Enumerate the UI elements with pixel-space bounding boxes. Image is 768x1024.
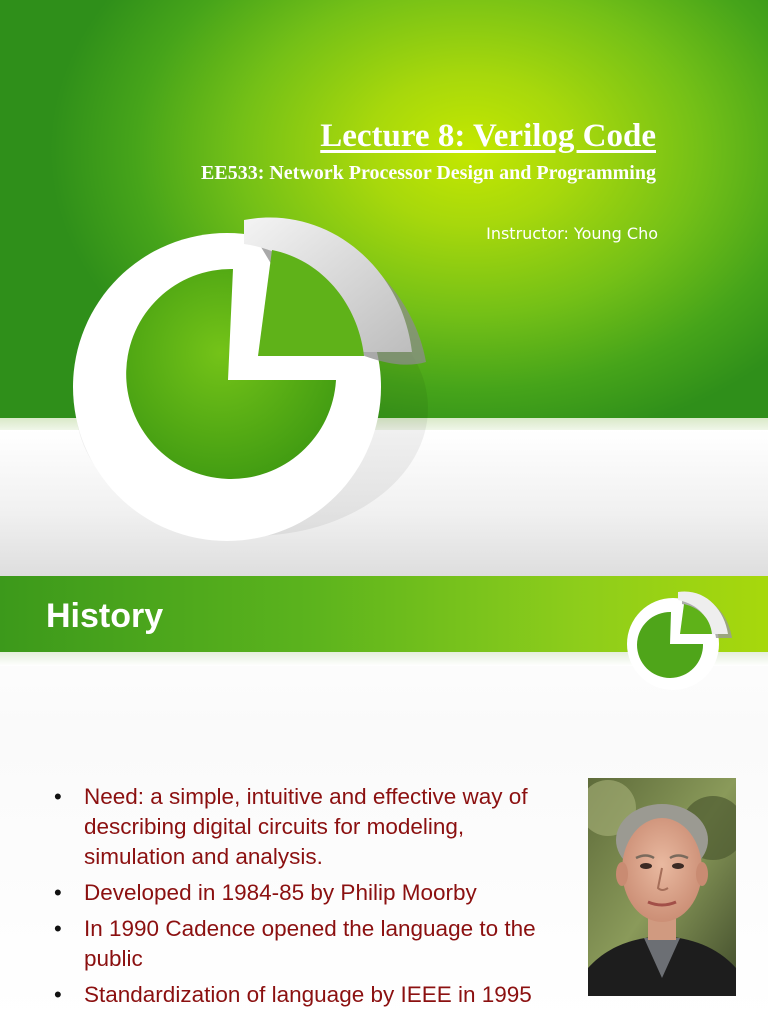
course-subtitle: EE533: Network Processor Design and Programming [201, 162, 656, 184]
list-item [54, 878, 544, 908]
pie-chart-logo-icon [72, 212, 442, 542]
list-item [54, 914, 544, 974]
lecture-title: Lecture 8: Verilog Code [320, 118, 656, 154]
bullet-text: Need: a simple, intuitive and effective way of describing digital circuits for modeling, simulation and analysis. [84, 784, 528, 869]
history-bullet-list [54, 782, 544, 1016]
bullet-icon: • [54, 982, 62, 1007]
instructor-name: Instructor: Young Cho [486, 224, 658, 243]
portrait-photo [588, 778, 736, 996]
bullet-icon: • [54, 784, 62, 809]
history-slide [0, 576, 768, 1024]
bullet-icon: • [54, 880, 62, 905]
bullet-icon: • [54, 916, 62, 941]
pie-chart-logo-icon [624, 588, 736, 692]
bullet-text: In 1990 Cadence opened the language to the public [84, 916, 536, 971]
bullet-text: Developed in 1984-85 by Philip Moorby [84, 880, 477, 905]
list-item [54, 782, 544, 872]
slide-heading: History [46, 597, 164, 635]
list-item [54, 980, 544, 1010]
bullet-text: Standardization of language by IEEE in 1995 [84, 982, 532, 1007]
